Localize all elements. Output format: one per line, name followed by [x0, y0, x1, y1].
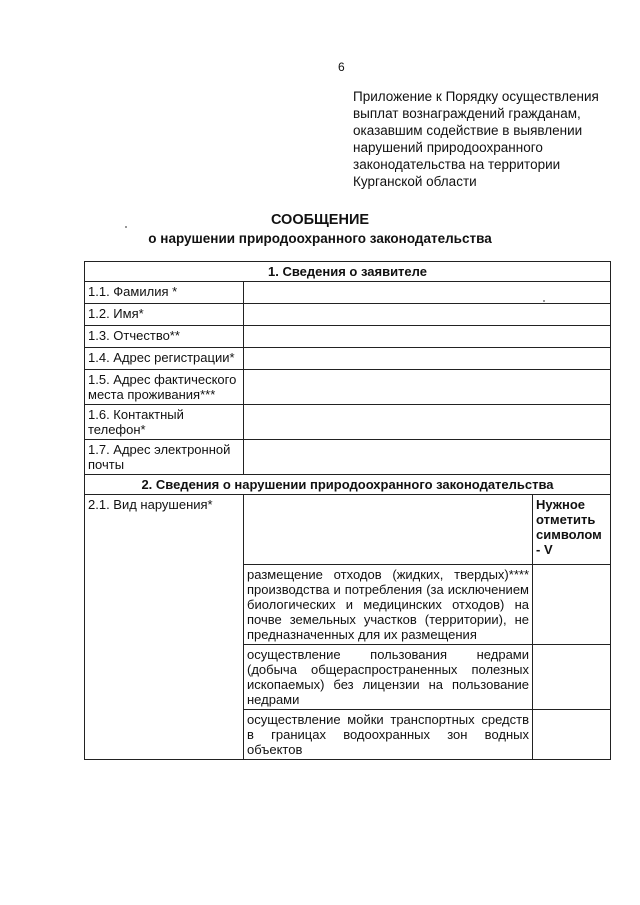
- field-label: 2.1. Вид нарушения*: [85, 495, 244, 760]
- section-header-row: [85, 262, 611, 282]
- check-column-header: Нужное отметить символом - V: [533, 495, 611, 565]
- email-field[interactable]: [244, 440, 611, 475]
- option-column-header: [244, 495, 533, 565]
- appendix-note: [353, 88, 623, 190]
- appendix-line: оказавшим содействие в выявлении: [353, 123, 583, 138]
- section1-header: 1. Сведения о заявителе: [85, 262, 611, 282]
- table-row: [85, 440, 611, 475]
- page-number: 6: [338, 60, 345, 74]
- field-label: 1.1. Фамилия *: [85, 282, 244, 304]
- name-field[interactable]: [244, 304, 611, 326]
- document-subtitle: о нарушении природоохранного законодательства: [148, 231, 492, 246]
- phone-field[interactable]: [244, 405, 611, 440]
- surname-field[interactable]: [244, 282, 611, 304]
- patronymic-field[interactable]: [244, 326, 611, 348]
- table-row: [85, 304, 611, 326]
- appendix-line: нарушений природоохранного: [353, 140, 543, 155]
- appendix-line: выплат вознаграждений гражданам,: [353, 106, 581, 121]
- report-form-table: [84, 261, 611, 760]
- field-label: 1.7. Адрес электронной почты: [85, 440, 244, 475]
- appendix-line: Приложение к Порядку осуществления: [353, 89, 599, 104]
- table-row: [85, 282, 611, 304]
- document-title: СООБЩЕНИЕ: [270, 212, 370, 228]
- violation-checkbox[interactable]: [533, 645, 611, 710]
- field-label: 1.2. Имя*: [85, 304, 244, 326]
- field-label: 1.4. Адрес регистрации*: [85, 348, 244, 370]
- table-row: [85, 405, 611, 440]
- section-header-row: [85, 475, 611, 495]
- table-row: [85, 370, 611, 405]
- scan-speck: [125, 226, 127, 228]
- field-label: 1.5. Адрес фактического места проживания***: [85, 370, 244, 405]
- violation-option-text: размещение отходов (жидких, твердых)**** производства и потребления (за исключением биологических и медицинских отходов) на почве земельных участков (территории), не предназначенных для их размещения: [244, 565, 533, 645]
- table-row: [85, 495, 611, 565]
- violation-option-text: осуществление пользования недрами (добыча общераспространенных полезных ископаемых) без лицензии на пользование недрами: [244, 645, 533, 710]
- appendix-line: Курганской области: [353, 174, 477, 189]
- table-row: [85, 326, 611, 348]
- appendix-line: законодательства на территории: [353, 157, 561, 172]
- field-label: 1.6. Контактный телефон*: [85, 405, 244, 440]
- violation-checkbox[interactable]: [533, 565, 611, 645]
- residence-address-field[interactable]: [244, 370, 611, 405]
- section2-header: 2. Сведения о нарушении природоохранного законодательства: [85, 475, 611, 495]
- table-row: [85, 348, 611, 370]
- registration-address-field[interactable]: [244, 348, 611, 370]
- violation-checkbox[interactable]: [533, 710, 611, 760]
- violation-option-text: осуществление мойки транспортных средств в границах водоохранных зон водных объектов: [244, 710, 533, 760]
- field-label: 1.3. Отчество**: [85, 326, 244, 348]
